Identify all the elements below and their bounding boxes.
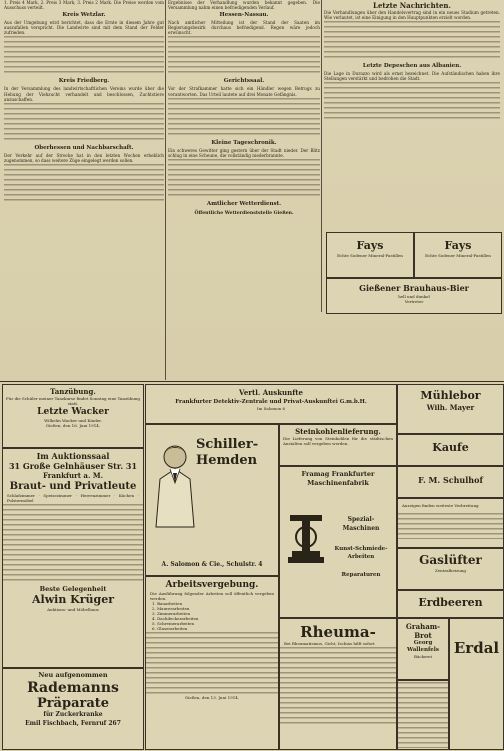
filler-text <box>168 159 320 199</box>
graham-ad <box>397 618 449 680</box>
col1-top-text: 1. Preis 4 Mark, 2. Preis 3 Mark, 3. Preis 2 Mark. Die Preise werden vom Ausschuss verteilt. <box>4 0 164 11</box>
gasluefter-sub: Zentralheizung <box>435 568 466 573</box>
filler-text <box>398 682 448 748</box>
schulhof-ad <box>397 466 504 498</box>
arbeit-title: Arbeitsvergebung. <box>165 580 259 590</box>
column-2 <box>168 0 320 380</box>
auskunft-ad <box>145 384 397 424</box>
auktion-street: 31 Große Gelnhäuser Str. 31 <box>8 461 138 471</box>
schiller-ad <box>145 424 279 576</box>
section-divider <box>0 381 504 382</box>
filler-text <box>168 98 320 138</box>
rheuma-ad <box>279 618 397 750</box>
maschinen-ad <box>279 466 397 618</box>
section-body: Ein schweres Gewitter ging gestern über der Stadt nieder. Der Blitz schlug in eine Scheune, die vollständig niederbrannte. <box>168 147 320 158</box>
rademann-pre: Neu aufgenommen <box>38 671 108 679</box>
brauhaus-ad <box>326 278 502 314</box>
auktion-ad <box>2 448 144 668</box>
graham-name: Georg Wallenfels <box>407 640 439 653</box>
latest-news-body: Die Verhandlungen über den Handelsvertrag sind in ein neues Stadium getreten. Wie verlautet, ist eine Einigung in den Hauptpunkten erzielt worden. <box>324 10 500 21</box>
section-title: Oberhessen und Nachbarschaft. <box>34 144 134 151</box>
schiller-title2: Hemden <box>196 453 258 468</box>
tanz-body: Für die Schüler meiner Tanzkurse findet Sonntag eine Tanzübung statt. <box>6 396 140 406</box>
albania-title: Letzte Depeschen aus Albanien. <box>362 63 462 70</box>
filler-text <box>146 632 278 694</box>
schiller-title: Schiller- <box>196 437 259 452</box>
fays-text: Echte Sodener Mineral-Pastillen <box>425 253 491 258</box>
brauhaus-sub: Vertreter <box>404 299 424 304</box>
filler-text <box>4 103 164 143</box>
auktion-header2: Beste Gelegenheit <box>39 585 107 593</box>
anzeige-text: Anzeigen finden weiteste Verbreitung <box>402 503 479 508</box>
arbeit-item: 6. Glaserarbeiten <box>152 626 188 631</box>
brauhaus-body: hell und dunkel <box>398 294 430 299</box>
tanz-ad <box>2 384 144 448</box>
section-title: Kreis Friedberg. <box>58 78 110 85</box>
column-rule <box>321 0 322 312</box>
auktion-sub: Auktions- und Möbelhaus <box>47 607 99 612</box>
auskunft-phone: Im Salomon 6 <box>256 406 286 411</box>
kaufe-ad <box>397 434 504 466</box>
erdal-title: Erdal <box>453 639 500 657</box>
rademann-ad <box>2 668 144 750</box>
filler-text <box>3 504 143 584</box>
auktion-items: Braut- und Privatleute <box>9 481 137 492</box>
arbeit-item: 4. Dachdeckerarbeiten <box>152 616 199 621</box>
filler-text <box>168 36 320 76</box>
rademann-product: Präparate <box>36 696 110 711</box>
anzeige-ad <box>397 498 504 548</box>
latest-news-title: Letzte Nachrichten. <box>373 1 451 10</box>
maschinen-title: Framag Frankfurter Maschinenfabrik <box>301 470 375 487</box>
schiller-firm: A. Salomon & Cie., Schulstr. 4 <box>161 561 263 568</box>
graham-title: Graham-Brot <box>405 622 441 640</box>
section-title: Kleine Tageschronik. <box>211 139 277 146</box>
filler-text <box>280 647 396 727</box>
section-body: Nach amtlicher Mitteilung ist der Stand der Saaten im Regierungsbezirk durchaus befriedigend. Regen wäre jedoch erwünscht. <box>168 20 320 36</box>
tanz-title: Tanzübung. <box>50 387 96 396</box>
machine-illustration <box>286 507 326 567</box>
brauhaus-title: Gießener Brauhaus-Bier <box>359 283 469 293</box>
graham-sub: Bäckerei <box>414 654 432 659</box>
small-ad <box>397 680 449 750</box>
steinkohlen-body: Die Lieferung von Steinkohlen für die städtischen Anstalten soll vergeben werden. <box>283 436 393 446</box>
section-title: Hessen-Nassau. <box>219 12 269 19</box>
weather-title: Amtlicher Wetterdienst. <box>206 200 282 207</box>
auskunft-body: Frankfurter Detektiv-Zentrale und Privat-Auskunftei G.m.b.H. <box>175 399 367 405</box>
leiste-line: Letzte Wacker <box>37 407 109 417</box>
erdbeeren-title: Erdbeeren <box>418 596 483 609</box>
column-1 <box>4 0 164 380</box>
fays-ad-2 <box>414 232 502 278</box>
muehle-title: Mühlebor <box>420 389 481 402</box>
section-body: In der Versammlung des landwirtschaftlichen Vereins wurde über die Hebung der Viehzucht verhandelt und beschlossen, Zuchtstiere anzuschaffen. <box>4 86 164 102</box>
section-body: Aus der Umgebung wird berichtet, dass die Ernte in diesem Jahre gut auszufallen verspricht. Die Landwirte sind mit dem Stand der Felder zufrieden. <box>4 20 164 36</box>
maschinen-sub2: Kunst-Schmiede-Arbeiten <box>334 546 388 560</box>
gasluefter-title: Gaslüfter <box>419 553 482 567</box>
arbeit-ad <box>145 576 279 750</box>
auktion-auctioneer: Alwin Krüger <box>31 593 115 606</box>
arbeit-item: 1. Bauarbeiten <box>152 601 183 606</box>
auktion-city: Frankfurt a. M. <box>42 471 104 480</box>
column-rule <box>165 0 166 380</box>
section-body: Vor der Strafkammer hatte sich ein Händler wegen Betrugs zu verantworten. Das Urteil lautete auf drei Monate Gefängnis. <box>168 86 320 97</box>
albania-body: Die Lage in Durazzo wird als ernst bezeichnet. Die Aufständischen haben ihre Stellungen verstärkt und bedrohen die Stadt. <box>324 71 500 82</box>
section-title: Gerichtssaal. <box>223 78 265 85</box>
kaufe-title: Kaufe <box>432 441 469 454</box>
auktion-title: Im Auktionssaal <box>36 451 110 461</box>
muehle-sub: Wilh. Mayer <box>426 403 475 412</box>
tanz-place: Gießen, den 16. Juni 1914. <box>45 423 101 428</box>
arbeit-place: Gießen, den 13. Juni 1914. <box>184 695 240 700</box>
filler-text <box>324 82 500 122</box>
fays-name: Fays <box>444 239 472 252</box>
steinkohlen-title: Steinkohlenlieferung. <box>295 427 381 436</box>
arbeit-item: 3. Zimmerarbeiten <box>152 611 191 616</box>
arbeit-item: 5. Schreinerarbeiten <box>152 621 195 626</box>
rademann-seller: Emil Fischbach, Fernruf 267 <box>25 720 121 727</box>
auktion-body: Schlafzimmer · Speisezimmer · Herrenzimmer · Küchen · Polstermöbel <box>7 493 139 503</box>
filler-text <box>4 164 164 204</box>
col2-top-text: Ergebnisse der Verhandlung wurden bekannt gegeben. Die Versammlung nahm einen befriedigenden Verlauf. <box>168 0 320 11</box>
erdal-ad <box>449 618 504 750</box>
tanz-name: Wilhelm Wacker und Kinder. <box>44 418 102 423</box>
section-title: Kreis Wetzlar. <box>62 12 106 19</box>
section-body: Der Verkehr auf der Strecke hat in den letzten Wochen erheblich zugenommen, so dass weitere Züge eingelegt werden sollen. <box>4 152 164 163</box>
fays-ad-1 <box>326 232 414 278</box>
erdbeeren-ad <box>397 590 504 618</box>
rheuma-title: Rheuma- <box>300 623 376 641</box>
maschinen-sub: Spezial-Maschinen <box>342 516 380 532</box>
rheuma-body: Bei Rheumatismus, Gicht, Ischias hilft sofort <box>284 641 375 646</box>
filler-text <box>324 21 500 61</box>
filler-text <box>398 513 503 539</box>
rademann-name: Rademanns <box>27 680 119 696</box>
auskunft-title: Vertl. Auskunfte <box>239 388 303 397</box>
muehle-ad <box>397 384 504 434</box>
arbeit-body: Die Ausführung folgender Arbeiten soll öffentlich vergeben werden. <box>150 591 274 601</box>
weather-subtitle: Öffentliche Wetterdienststelle Gießen. <box>194 210 294 216</box>
schulhof-title: F. M. Schulhof <box>418 475 483 485</box>
gasluefter-ad <box>397 548 504 590</box>
fays-name: Fays <box>356 239 384 252</box>
rademann-for: für Zuckerkranke <box>43 711 103 718</box>
maschinen-sub3: Reparaturen <box>341 572 381 578</box>
fays-text: Echte Sodener Mineral-Pastillen <box>337 253 403 258</box>
steinkohlen-ad <box>279 424 397 466</box>
filler-text <box>4 36 164 76</box>
arbeit-item: 2. Maurerarbeiten <box>152 606 190 611</box>
man-portrait-illustration <box>150 439 200 529</box>
